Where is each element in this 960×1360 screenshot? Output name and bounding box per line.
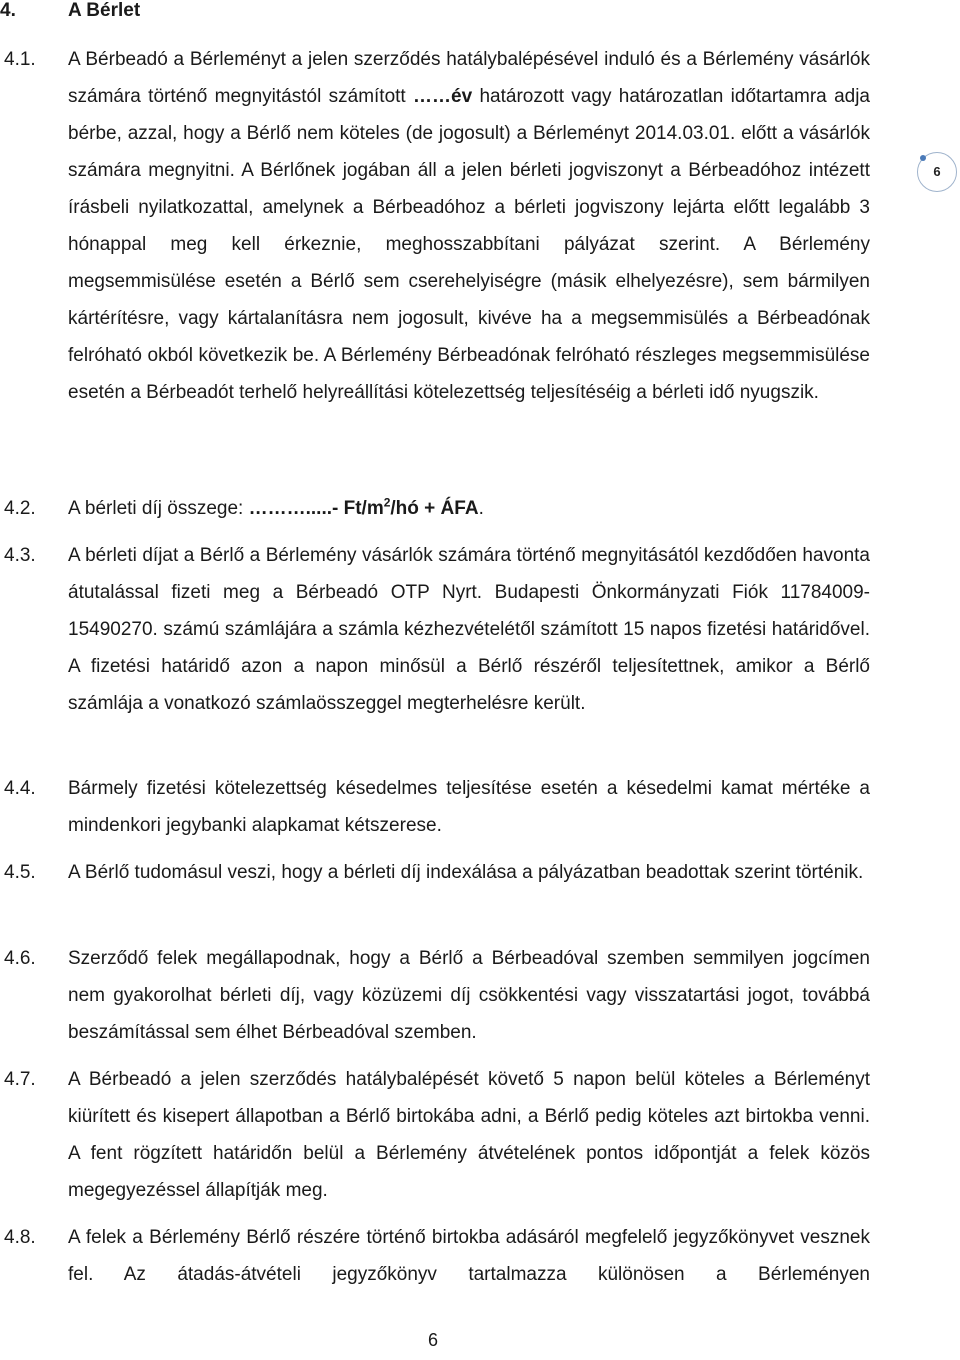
clause-text-part: .: [478, 498, 484, 519]
section-number: 4.: [0, 0, 16, 21]
page-badge-number: 6: [933, 164, 941, 179]
clause-number: 4.3.: [4, 545, 36, 566]
clause-body: [68, 537, 870, 722]
clause-body: [68, 854, 870, 891]
page-badge: [917, 152, 957, 192]
clause-number: 4.2.: [4, 498, 36, 519]
clause-number: 4.7.: [4, 1069, 36, 1090]
page-number: 6: [428, 1330, 439, 1350]
duration-placeholder: ……év: [413, 86, 473, 107]
clause-number: 4.1.: [4, 49, 36, 70]
badge-dot-icon: [920, 155, 926, 161]
clause-body: [68, 1061, 870, 1209]
clause-number: 4.8.: [4, 1227, 36, 1248]
clause-body: [68, 41, 870, 411]
clause-number: 4.4.: [4, 778, 36, 799]
clause-number: 4.5.: [4, 862, 36, 883]
rent-unit-suffix: /hó + ÁFA: [390, 498, 479, 519]
rent-amount-placeholder: ……….....- Ft/m: [248, 498, 384, 519]
section-title: A Bérlet: [68, 0, 141, 21]
clause-text: A bérleti díjat a Bérlő a Bérlemény vásárlók számára történő megnyitásától kezdődően havonta átutalással fizeti meg a Bérbeadó OTP Nyrt. Budapesti Önkormányzati Fiók 11784009-15490270. számú számlájára a számla kézhezvételétől számított 15 napos fizetési határidővel. A fizetési határidő azon a napon minősül a Bérlő részéről teljesítettnek, amikor a Bérlő számlája a vonatkozó számlaösszeggel megterhelésre került.: [68, 545, 870, 714]
section-heading: [0, 0, 140, 22]
clause-text: A Bérlő tudomásul veszi, hogy a bérleti díj indexálása a pályázatban beadottak szerint történik.: [68, 862, 864, 883]
clause-text-part: A Bérbeadó a Bérleményt a jelen szerződés hatálybalépésével induló és a Bérlemény vásárlók számára történő megnyitástól számított: [68, 49, 870, 107]
clause-text: A felek a Bérlemény Bérlő részére történő birtokba adásáról megfelelő jegyzőkönyvet vesznek fel. Az átadás-átvételi jegyzőkönyv tartalmazza különösen a Bérleményen: [68, 1227, 870, 1285]
clause-body: [68, 770, 870, 844]
clause-number: 4.6.: [4, 948, 36, 969]
clause-body: [68, 1219, 870, 1293]
clause-text: A Bérbeadó a jelen szerződés hatálybalépését követő 5 napon belül köteles a Bérleményt kiürített és kisepert állapotban a Bérlő birtokába adni, a Bérlő pedig köteles azt birtokba venni. A fent rögzített határidőn belül a Bérlemény átvételének pontos időpontját a felek közös megegyezéssel állapítják meg.: [68, 1069, 870, 1201]
clause-body: [68, 490, 870, 527]
clause-text: Bármely fizetési kötelezettség késedelmes teljesítése esetén a késedelmi kamat mértéke a mindenkori jegybanki alapkamat kétszerese.: [68, 778, 870, 836]
clause-text-part: A bérleti díj összege:: [68, 498, 249, 519]
rent-unit-superscript: 2: [383, 495, 391, 510]
clause-text: [68, 41, 870, 411]
clause-text: [68, 490, 870, 527]
clause-text: Szerződő felek megállapodnak, hogy a Bérlő a Bérbeadóval szemben semmilyen jogcímen nem gyakorolhat bérleti díj, vagy közüzemi díj csökkentési vagy visszatartási jogot, továbbá beszámítással sem élhet Bérbeadóval szemben.: [68, 948, 870, 1043]
clause-text-part: határozott vagy határozatlan időtartamra adja bérbe, azzal, hogy a Bérlő nem köteles (de jogosult) a Bérleményt 2014.03.01. előtt a vásárlók számára megnyitni. A Bérlőnek jogában áll a jelen bérleti jogviszonyt a Bérbeadóhoz intézett írásbeli nyilatkozattal, amelynek a Bérbeadóhoz a bérleti jogviszony lejárta előtt legalább 3 hónappal meg kell érkeznie, meghosszabbítani pályázat szerint. A Bérlemény megsemmisülése esetén a Bérlő sem cserehelyiségre (másik elhelyezésre), sem bármilyen kártérítésre, vagy kártalanításra nem jogosult, kivéve ha a megsemmisülés a Bérbeadónak felróható okból következik be. A Bérlemény Bérbeadónak felróható részleges megsemmisülése esetén a Bérbeadót terhelő helyreállítási kötelezettség teljesítéséig a bérleti idő nyugszik.: [68, 86, 870, 403]
clause-body: [68, 940, 870, 1051]
